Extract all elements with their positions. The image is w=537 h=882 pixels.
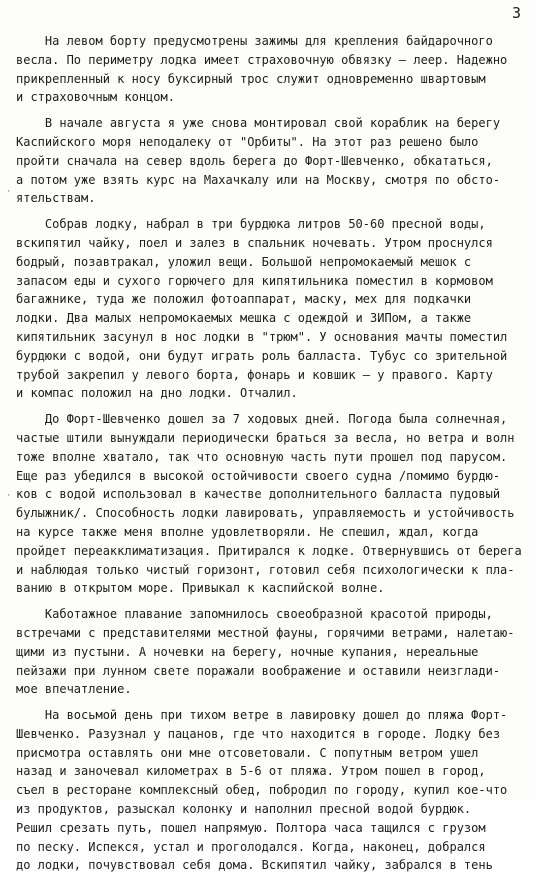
text-line: а потом уже взять курс на Махачкалу или на Москву, смотря по обсто- [16,172,501,187]
paragraph [16,706,532,875]
paragraph [16,32,532,107]
text-line: пройдет переакклиматизация. Притирался к лодке. Отвернувшись от берега [16,543,522,558]
paragraph [16,410,532,598]
text-line: и наблюдая только чистый горизонт, готовил себя психологически к пла- [16,562,515,577]
text-line: до лодки, почувствовал себя дома. Вскипятил чайку, забрался в тень [16,858,493,873]
page-number: 3 [511,4,521,22]
text-line: ванию в открытом море. Привыкал к каспийской волне. [16,581,385,596]
text-line: съел в ресторане комплексный обед, побродил по городу, купил кое-что [16,783,508,798]
margin-dot: · [6,187,12,197]
text-line: тоже вполне хватало, так что основную часть пути прошел под парусом. [16,449,508,464]
text-line: бурдюки с водой, они будут играть роль балласта. Тубус со зрительной [16,348,508,363]
text-line: Собрав лодку, набрал в три бурдюка литров 50-60 пресной воды, [16,217,486,232]
text-line: кипятильник засунул в нос лодки в "трюм". У основания мачты поместил [16,329,508,344]
text-line: частые штили вынуждали периодически браться за весла, но ветра и волн [16,430,515,445]
text-line: булыжник/. Способность лодки лавировать, управляемость и устойчивость [16,506,515,521]
text-line: В начале августа я уже снова монтировал свой кораблик на берегу [16,116,501,131]
paragraph [16,605,532,699]
text-line: на курсе также меня вполне удовлетворяли. Не спешил, ждал, когда [16,524,479,539]
text-line: На восьмой день при тихом ветре в лавировку дошел до пляжа Форт- [16,708,508,723]
document-body [16,32,532,882]
text-line: пройти сначала на север вдоль берега до Форт-Шевченко, обкататься, [16,153,493,168]
text-line: и страховочным концом. [16,90,175,105]
text-line: мое впечатление. [16,682,132,697]
text-line: пейзажи при лунном свете поражали воображение и оставили неизглади- [16,663,501,678]
text-line: щими из пустыни. А ночевки на берегу, ночные купания, нереальные [16,644,479,659]
paragraph [16,114,532,208]
text-line: ков с водой использовал в качестве дополнительного балласта пудовый [16,487,501,502]
paragraph [16,215,532,403]
text-line: и компас положил на дно лодки. Отчалил. [16,386,298,401]
text-line: Еще раз убедился в высокой остойчивости своего судна /помимо бурдю- [16,468,501,483]
text-line: бодрый, позавтракал, уложил вещи. Большой непромокаемый мешок с [16,254,472,269]
text-line: назад и заночевал километрах в 5-6 от пляжа. Утром пошел в город, [16,764,486,779]
text-line: До Форт-Шевченко дошел за 7 ходовых дней. Погода была солнечная, [16,412,508,427]
text-line: На левом борту предусмотрены зажимы для крепления байдарочного [16,34,493,48]
text-line: Решил срезать путь, пошел напрямую. Полтора часа тащился с грузом [16,820,486,835]
text-line: прикрепленный к носу буксирный трос служит одновременно швартовым [16,71,486,86]
text-line: по песку. Испекся, устал и проголодался. Когда, наконец, добрался [16,839,486,854]
text-line: Шевченко. Разузнал у пацанов, где что находится в городе. Лодку без [16,726,501,741]
margin-dot: · [6,491,12,501]
text-line: ятельствам. [16,191,96,206]
text-line: лодки. Два малых непромокаемых мешка с одеждой и ЗИПом, а также [16,311,472,326]
text-line: Каспийского моря неподалеку от "Орбиты". На этот раз решено было [16,134,479,149]
text-line: запасом еды и сухого горючего для кипятильника поместил в кормовом [16,273,493,288]
text-line: вскипятил чайку, поел и залез в спальник ночевать. Утром проснулся [16,235,493,250]
text-line: встречами с представителями местной фауны, горячими ветрами, налетаю- [16,625,515,640]
text-line: Каботажное плавание запомнилось своеобразной красотой природы, [16,607,493,622]
text-line: присмотра оставлять они мне отсоветовали. С попутным ветром ушел [16,745,479,760]
text-line: трубой закрепил у левого борта, фонарь и ковшик – у правого. Карту [16,367,493,382]
text-line: весла. По периметру лодка имеет страховочную обвязку – леер. Надежно [16,52,508,67]
text-line: багажнике, туда же положил фотоаппарат, маску, мех для подкачки [16,292,472,307]
text-line: из продуктов, разыскал колонку и наполнил пресной водой бурдюк. [16,802,472,817]
